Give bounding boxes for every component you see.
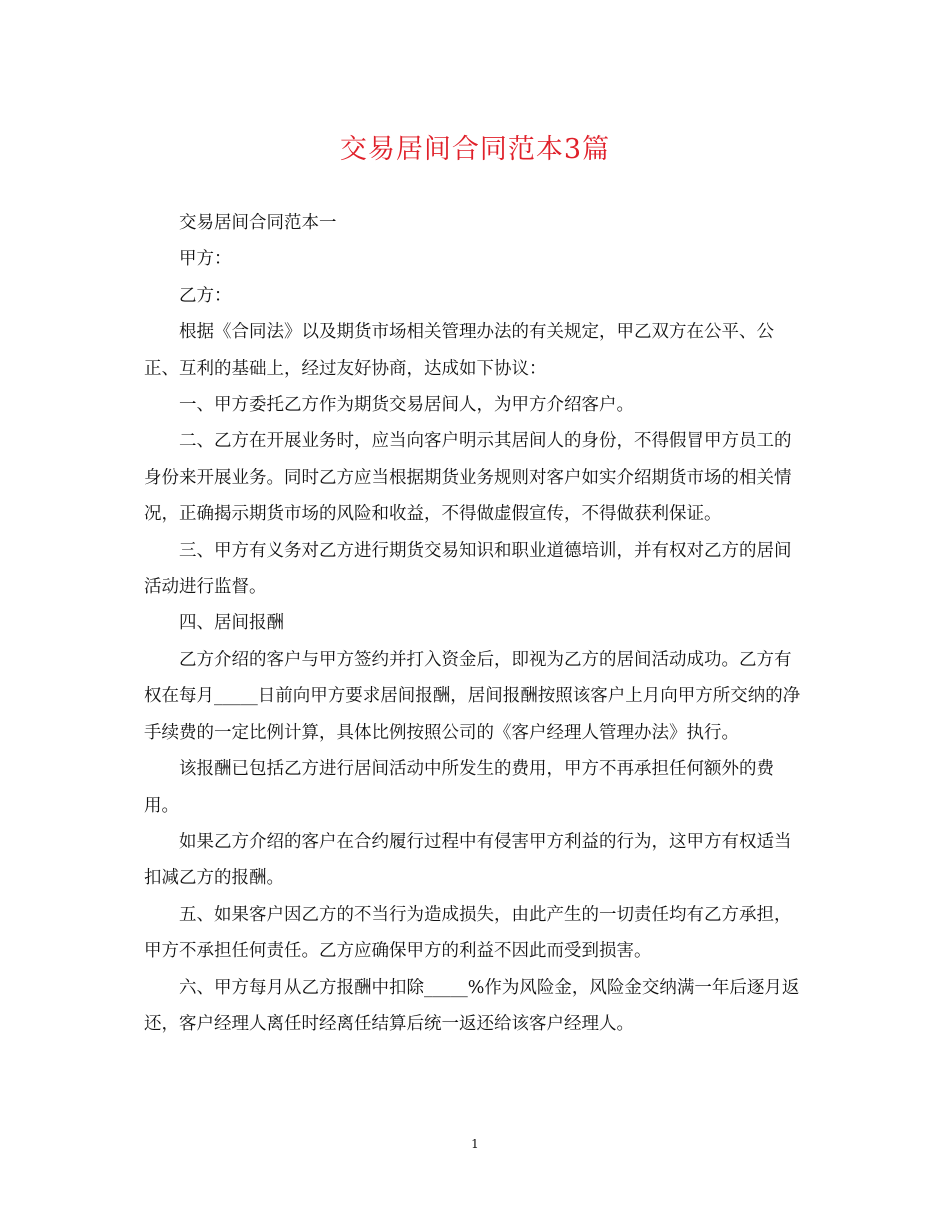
paragraph: 二、乙方在开展业务时，应当向客户明示其居间人的身份，不得假冒甲方员工的身份来开展业务。同时乙方应当根据期货业务规则对客户如实介绍期货市场的相关情况，正确揭示期货市场的风险和收益，不得做虚假宣传，不得做获利保证。 bbox=[144, 431, 792, 525]
paragraph: 乙方介绍的客户与甲方签约并打入资金后，即视为乙方的居间活动成功。乙方有权在每月_____日前向甲方要求居间报酬，居间报酬按照该客户上月向甲方所交纳的净手续费的一定比例计算，具体比例按照公司的《客户经理人管理办法》执行。 bbox=[144, 649, 801, 743]
paragraph: 六、甲方每月从乙方报酬中扣除_____%作为风险金，风险金交纳满一年后逐月返还，客户经理人离任时经离任结算后统一返还给该客户经理人。 bbox=[144, 977, 800, 1034]
paragraph: 五、如果客户因乙方的不当行为造成损失，由此产生的一切责任均有乙方承担，甲方不承担任何责任。乙方应确保甲方的利益不因此而受到损害。 bbox=[144, 904, 792, 962]
paragraph: 交易居间合同范本一 bbox=[179, 213, 337, 233]
document-body bbox=[144, 205, 808, 1042]
document-title: 交易居间合同范本3篇 bbox=[339, 134, 611, 165]
paragraph: 三、甲方有义务对乙方进行期货交易知识和职业道德培训，并有权对乙方的居间活动进行监督。 bbox=[144, 540, 792, 598]
page-number: 1 bbox=[471, 1137, 479, 1151]
paragraph: 甲方： bbox=[179, 249, 232, 270]
paragraph: 四、居间报酬 bbox=[179, 613, 284, 634]
paragraph: 根据《合同法》以及期货市场相关管理办法的有关规定，甲乙双方在公平、公正、互利的基础上，经过友好协商，达成如下协议： bbox=[144, 322, 774, 379]
paragraph: 如果乙方介绍的客户在合约履行过程中有侵害甲方利益的行为，这甲方有权适当扣减乙方的报酬。 bbox=[144, 831, 792, 889]
paragraph: 该报酬已包括乙方进行居间活动中所发生的费用，甲方不再承担任何额外的费用。 bbox=[144, 759, 774, 816]
paragraph: 乙方： bbox=[179, 285, 232, 306]
paragraph: 一、甲方委托乙方作为期货交易居间人，为甲方介绍客户。 bbox=[179, 395, 634, 416]
